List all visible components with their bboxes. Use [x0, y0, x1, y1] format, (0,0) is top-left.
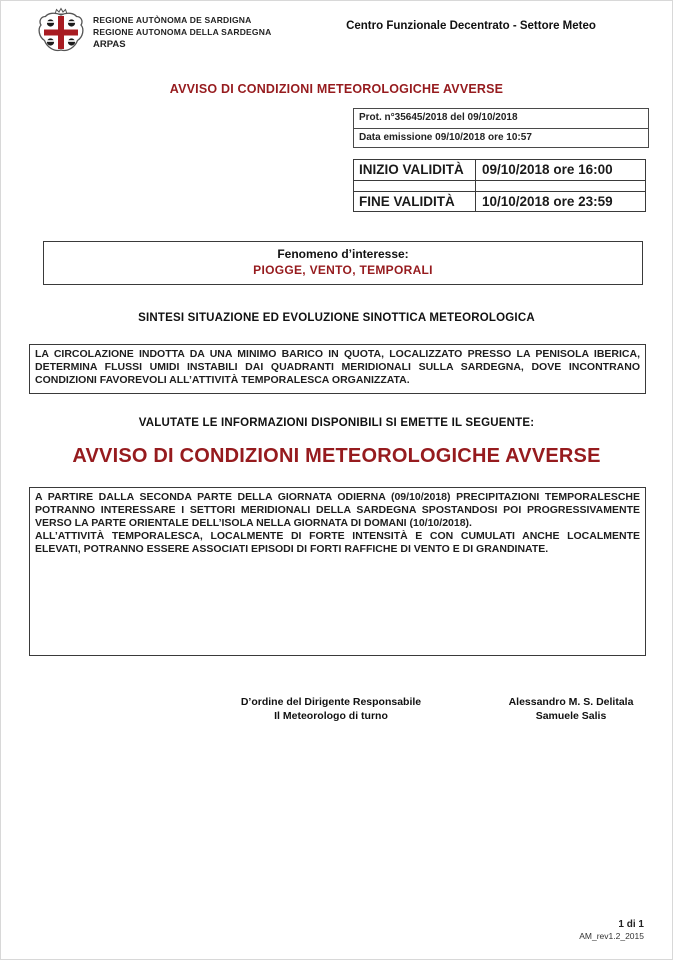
protocol-table — [353, 108, 649, 148]
signature-role-block — [211, 695, 451, 723]
page-footer — [579, 919, 644, 942]
statement-paragraph-2: ALL’ATTIVITÀ TEMPORALESCA, LOCALMENTE DI FORTE INTENSITÀ E CON CUMULATI ANCHE LOCALMENTE ELEVATI, POTRANNO ESSERE ASSOCIATI EPISODI DI FORTI RAFFICHE DI VENTO E DI GRANDINATE. — [35, 530, 640, 555]
document-title: AVVISO DI CONDIZIONI METEOROLOGICHE AVVERSE — [169, 82, 504, 96]
validity-start-row — [354, 160, 645, 180]
signature-name-1: Alessandro M. S. Delitala — [508, 696, 634, 708]
phenomenon-label: Fenomeno d’interesse: — [277, 247, 409, 261]
emission-date: Data emissione 09/10/2018 ore 10:57 — [354, 128, 648, 147]
signature-name-2: Samuele Salis — [535, 710, 607, 722]
validity-start-value: 09/10/2018 ore 16:00 — [482, 162, 613, 177]
page-number: 1 di 1 — [618, 919, 644, 930]
protocol-number: Prot. n°35645/2018 del 09/10/2018 — [359, 112, 518, 123]
validity-end-value: 10/10/2018 ore 23:59 — [482, 194, 613, 209]
validity-spacer-row — [354, 180, 645, 191]
department-title: Centro Funzionale Decentrato - Settore Meteo — [346, 20, 596, 32]
validity-end-label: FINE VALIDITÀ — [354, 192, 476, 211]
synthesis-body-box: LA CIRCOLAZIONE INDOTTA DA UNA MINIMO BARICO IN QUOTA, LOCALIZZATO PRESSO LA PENISOLA IBERICA, DETERMINA FLUSSI UMIDI INSTABILI DAI QUADRANTI MERIDIONALI SULLA SARDEGNA, DOVE INCONTRANO CONDIZIONI FAVOREVOLI ALL’ATTIVITÀ TEMPORALESCA ORGANIZZATA. — [29, 344, 646, 394]
signature-role-line1: D’ordine del Dirigente Responsabile — [240, 696, 422, 708]
agency-name: ARPAS — [93, 39, 126, 50]
statement-paragraph-1: A PARTIRE DALLA SECONDA PARTE DELLA GIORNATA ODIERNA (09/10/2018) PRECIPITAZIONI TEMPORALESCHE POTRANNO INTERESSARE I SETTORI MERIDIONALI DELLA SARDEGNA SPOSTANDOSI POI PROGRESSIVAMENTE VERSO LA PARTE ORIENTALE DELL’ISOLA NELLA GIORNATA DI DOMANI (10/10/2018). — [35, 491, 640, 529]
validity-start-label: INIZIO VALIDITÀ — [354, 160, 476, 180]
statement-heading: VALUTATE LE INFORMAZIONI DISPONIBILI SI EMETTE IL SEGUENTE: — [138, 417, 535, 429]
statement-title: AVVISO DI CONDIZIONI METEOROLOGICHE AVVERSE — [72, 445, 601, 467]
phenomenon-box — [43, 241, 643, 285]
sardinia-coat-of-arms-icon — [34, 7, 88, 64]
phenomenon-value: PIOGGE, VENTO, TEMPORALI — [253, 263, 433, 277]
validity-end-row — [354, 191, 645, 211]
synthesis-heading: SINTESI SITUAZIONE ED EVOLUZIONE SINOTTICA METEOROLOGICA — [138, 312, 535, 324]
org-name-sardinian: REGIONE AUTÒNOMA DE SARDIGNA — [93, 15, 252, 25]
signature-role-line2: Il Meteorologo di turno — [274, 710, 388, 722]
document-revision: AM_rev1.2_2015 — [579, 931, 644, 941]
signature-names-block — [451, 695, 673, 723]
org-name-italian: REGIONE AUTONOMA DELLA SARDEGNA — [93, 27, 272, 37]
statement-body-box — [29, 487, 646, 656]
organization-block — [93, 14, 271, 51]
validity-table — [353, 159, 646, 212]
